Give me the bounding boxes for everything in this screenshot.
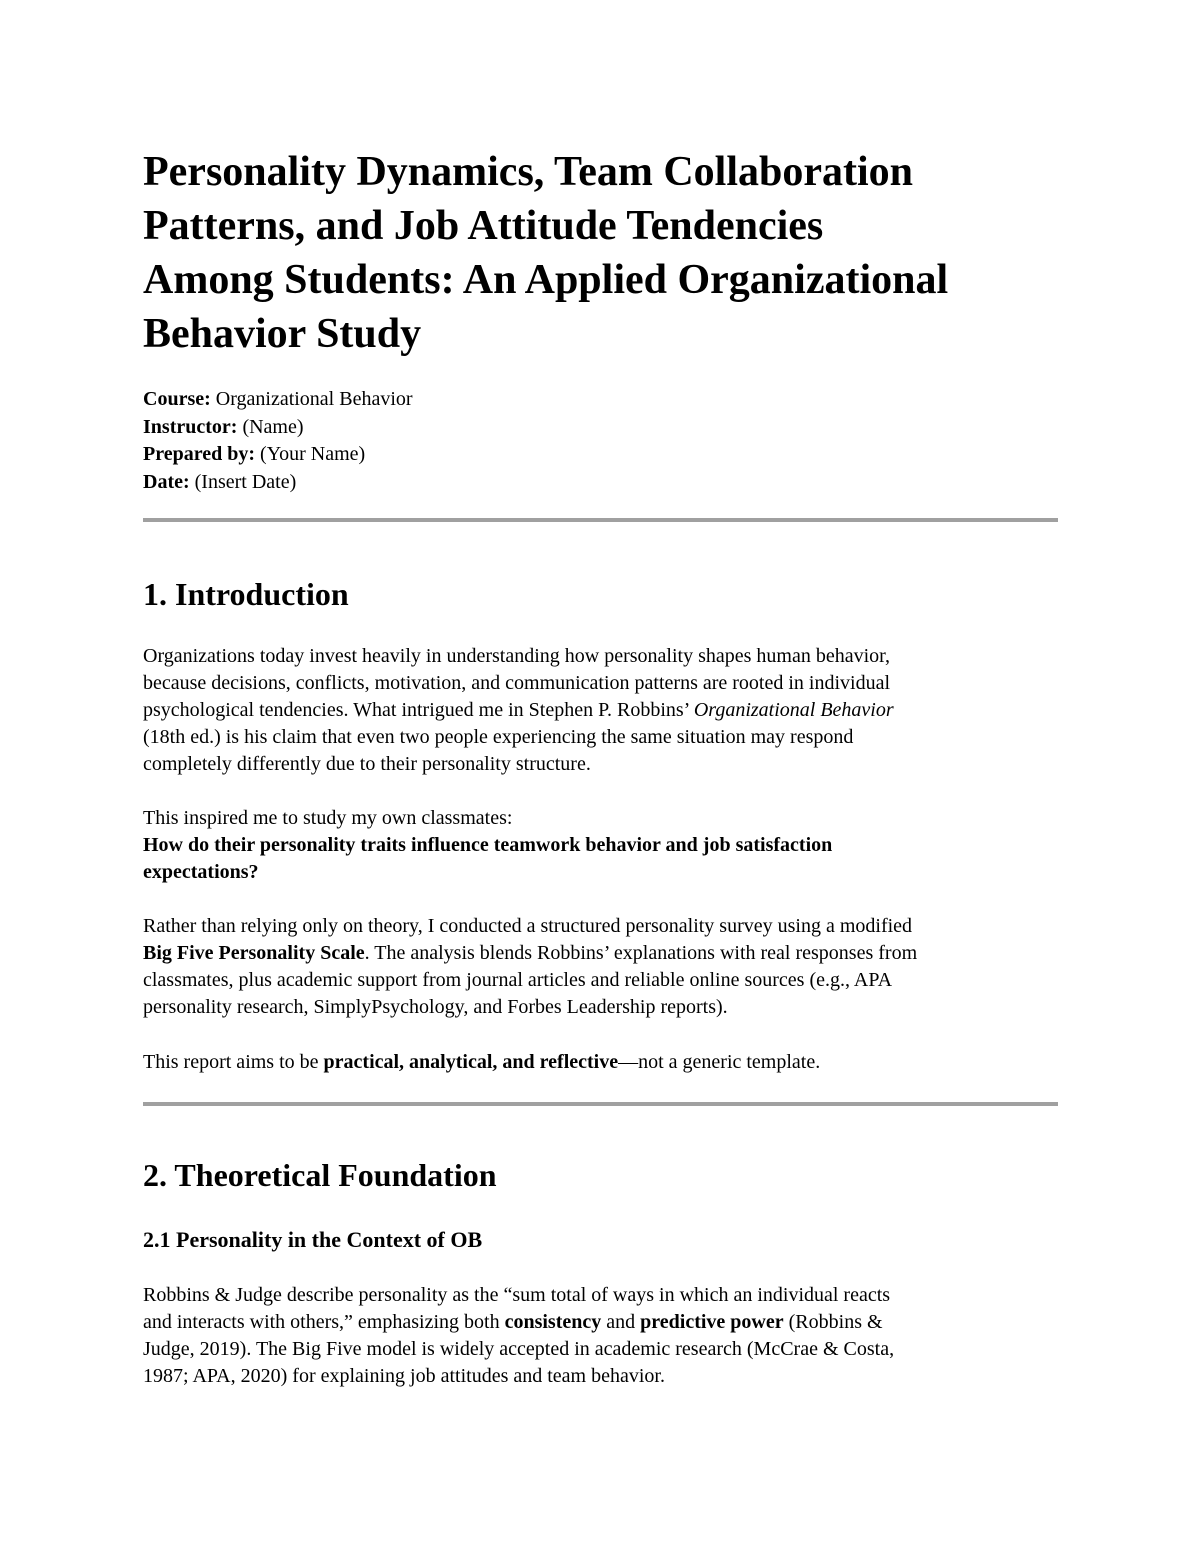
title-line: Personality Dynamics, Team Collaboration	[143, 149, 914, 195]
emphasis-text: consistency	[504, 1311, 602, 1333]
text-line: Judge, 2019). The Big Five model is widely accepted in academic research (McCrae & Costa,	[143, 1338, 895, 1360]
text-run: and	[601, 1311, 641, 1333]
intro-paragraph-2	[143, 805, 1058, 886]
meta-date	[143, 469, 1058, 497]
meta-prepared-label: Prepared by:	[143, 443, 256, 465]
meta-instructor	[143, 414, 1058, 442]
research-question: expectations?	[143, 861, 259, 883]
text-line: completely differently due to their personality structure.	[143, 753, 591, 775]
section-heading-theoretical-foundation: 2. Theoretical Foundation	[143, 1157, 497, 1193]
intro-paragraph-4	[143, 1049, 1058, 1076]
intro-paragraph-1	[143, 643, 1058, 778]
subsection-heading-personality-ob: 2.1 Personality in the Context of OB	[143, 1227, 483, 1252]
title-line: Behavior Study	[143, 311, 422, 357]
text-line: because decisions, conflicts, motivation, and communication patterns are rooted in individual	[143, 672, 891, 694]
document-title	[143, 145, 1058, 361]
text-line	[143, 697, 1058, 724]
text-line: personality research, SimplyPsychology, and Forbes Leadership reports).	[143, 996, 728, 1018]
text-line	[143, 1049, 1058, 1076]
theory-paragraph-1	[143, 1282, 1058, 1390]
emphasis-text: predictive power	[640, 1311, 784, 1333]
research-question: How do their personality traits influence teamwork behavior and job satisfaction	[143, 834, 833, 856]
book-title: Organizational Behavior	[693, 699, 894, 721]
text-run: (Robbins &	[783, 1311, 883, 1333]
text-run: This report aims to be	[143, 1051, 324, 1073]
text-line: (18th ed.) is his claim that even two people experiencing the same situation may respond	[143, 726, 854, 748]
meta-prepared-value: (Your Name)	[260, 443, 366, 465]
text-line: Robbins & Judge describe personality as the “sum total of ways in which an individual reacts	[143, 1284, 891, 1306]
section-heading-introduction: 1. Introduction	[143, 576, 349, 612]
document-meta	[143, 386, 1058, 496]
intro-paragraph-3	[143, 913, 1058, 1021]
text-run: psychological tendencies. What intrigued me in Stephen P. Robbins’	[143, 699, 694, 721]
text-line	[143, 940, 1058, 967]
text-line: Rather than relying only on theory, I conducted a structured personality survey using a modified	[143, 915, 913, 937]
meta-course-label: Course:	[143, 388, 211, 410]
meta-instructor-value: (Name)	[242, 415, 304, 438]
text-line: 1987; APA, 2020) for explaining job attitudes and team behavior.	[143, 1365, 665, 1387]
text-line: This inspired me to study my own classmates:	[143, 807, 513, 829]
text-line: Organizations today invest heavily in understanding how personality shapes human behavior,	[143, 645, 891, 667]
meta-course-value: Organizational Behavior	[215, 388, 413, 410]
text-run: and interacts with others,” emphasizing both	[143, 1311, 505, 1333]
meta-prepared-by	[143, 441, 1058, 469]
title-line: Patterns, and Job Attitude Tendencies	[143, 203, 824, 249]
meta-date-label: Date:	[143, 470, 190, 493]
horizontal-divider	[143, 1102, 1058, 1106]
title-line: Among Students: An Applied Organizational	[143, 257, 949, 303]
text-line	[143, 1309, 1058, 1336]
meta-instructor-label: Instructor:	[143, 415, 238, 438]
text-line: classmates, plus academic support from journal articles and reliable online sources (e.g., APA	[143, 969, 893, 991]
scale-name: Big Five Personality Scale	[143, 942, 365, 964]
horizontal-divider	[143, 518, 1058, 522]
emphasis-text: practical, analytical, and reflective	[323, 1051, 619, 1073]
text-run: . The analysis blends Robbins’ explanations with real responses from	[364, 942, 918, 964]
text-run: —not a generic template.	[618, 1051, 821, 1073]
meta-date-value: (Insert Date)	[194, 470, 297, 493]
meta-course	[143, 386, 1058, 414]
